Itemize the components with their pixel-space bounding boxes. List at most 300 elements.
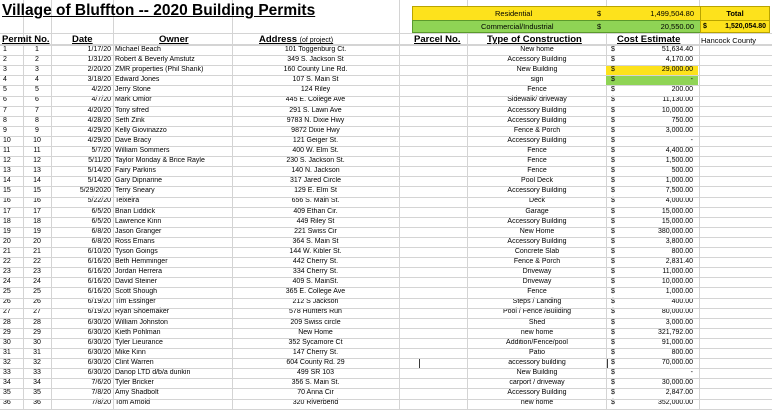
address-cell[interactable]: 400 W. Elm St. [292, 146, 339, 154]
cost-cell[interactable]: - [690, 369, 693, 376]
dollar-sign-cell[interactable]: $ [611, 76, 615, 84]
date-cell[interactable]: 5/11/20 [88, 157, 111, 165]
table-row[interactable] [0, 388, 700, 398]
address-cell[interactable]: 209 Swiss circle [290, 318, 341, 326]
date-cell[interactable]: 6/10/20 [87, 247, 111, 255]
row-number-cell[interactable]: 24 [33, 278, 41, 286]
cost-cell[interactable]: 10,000.00 [661, 278, 693, 286]
permit-no-cell[interactable]: 34 [3, 379, 11, 387]
table-row[interactable] [0, 328, 700, 338]
dollar-sign-cell[interactable]: $ [611, 86, 615, 94]
cost-cell[interactable]: 800.00 [671, 348, 693, 356]
dollar-sign-cell[interactable]: $ [611, 328, 615, 336]
type-cell[interactable]: Addition/Fence/pool [506, 338, 568, 346]
permit-no-cell[interactable]: 26 [3, 298, 11, 306]
type-cell[interactable]: new home [520, 328, 554, 336]
table-row[interactable] [0, 186, 700, 196]
type-cell[interactable]: Steps / Landing [512, 298, 562, 306]
address-cell[interactable]: 9783 N. Dixie Hwy [286, 116, 345, 124]
address-cell[interactable]: 291 S. Lawn Ave [289, 106, 342, 114]
date-cell[interactable]: 6/8/20 [91, 237, 111, 245]
cost-cell[interactable]: 11,000.00 [662, 268, 693, 276]
address-cell[interactable]: 578 Hunters Run [289, 308, 342, 316]
table-row[interactable] [0, 277, 700, 287]
address-cell[interactable]: 124 Riley [300, 86, 331, 94]
dollar-sign-cell[interactable]: $ [611, 278, 615, 286]
date-cell[interactable]: 4/20/20 [87, 106, 111, 114]
owner-cell[interactable]: William Sommers [115, 146, 170, 154]
row-number-cell[interactable]: 35 [33, 389, 41, 397]
permit-no-cell[interactable]: 20 [3, 237, 11, 245]
permit-no-cell[interactable]: 8 [3, 116, 7, 124]
date-cell[interactable]: 6/16/20 [87, 268, 111, 276]
permit-no-cell[interactable]: 14 [3, 177, 11, 185]
dollar-sign-cell[interactable]: $ [611, 318, 615, 326]
permit-no-cell[interactable]: 18 [3, 217, 11, 225]
date-cell[interactable]: 6/16/20 [87, 257, 111, 265]
type-cell[interactable]: Accessory Building [507, 116, 567, 124]
address-cell[interactable]: 221 Swiss Cir [294, 227, 337, 235]
owner-cell[interactable]: Lawrence Kinn [115, 217, 162, 225]
row-number-cell[interactable]: 28 [33, 318, 41, 326]
table-row[interactable] [0, 217, 700, 227]
cost-cell[interactable]: 3,800.00 [665, 237, 693, 245]
header-address[interactable] [259, 34, 333, 45]
dollar-sign-cell[interactable]: $ [611, 157, 615, 165]
permit-no-cell[interactable]: 6 [3, 96, 7, 104]
address-cell[interactable]: 212 S Jackson [292, 298, 339, 306]
owner-cell[interactable]: Michael Beach [115, 46, 161, 53]
type-cell[interactable]: Accessory Building [507, 389, 567, 397]
permit-no-cell[interactable]: 9 [3, 126, 7, 134]
type-cell[interactable]: Sidewalk/ driveway [507, 96, 567, 104]
permit-no-cell[interactable]: 1 [3, 46, 7, 53]
cost-cell[interactable]: 70,000.00 [661, 358, 693, 366]
dollar-sign-cell[interactable]: $ [611, 66, 615, 74]
owner-cell[interactable]: Mike Kinn [115, 348, 146, 356]
permit-no-cell[interactable]: 27 [3, 308, 11, 316]
cost-cell[interactable]: 200.00 [671, 86, 693, 94]
address-cell[interactable]: 445 E. College Ave [285, 96, 346, 104]
residential-summary[interactable] [412, 6, 701, 21]
type-cell[interactable]: carport / driveway [509, 379, 565, 387]
row-number-cell[interactable]: 4 [35, 76, 39, 84]
table-row[interactable] [0, 196, 700, 206]
row-number-cell[interactable]: 10 [33, 136, 41, 144]
type-cell[interactable]: Pool / Fence /Building [502, 308, 572, 316]
table-row[interactable] [0, 247, 700, 257]
permit-no-cell[interactable]: 13 [3, 167, 11, 175]
cost-cell[interactable]: 15,000.00 [661, 207, 693, 215]
permit-no-cell[interactable]: 17 [3, 207, 11, 215]
date-cell[interactable]: 6/16/20 [87, 288, 111, 296]
type-cell[interactable]: New home [520, 46, 554, 53]
type-cell[interactable]: New Building [516, 369, 558, 376]
date-cell[interactable]: 7/8/20 [91, 389, 111, 397]
type-cell[interactable]: Fence [527, 288, 547, 296]
table-row[interactable] [0, 318, 700, 328]
date-cell[interactable]: 4/7/20 [91, 96, 111, 104]
cost-cell[interactable]: 2,831.40 [665, 257, 693, 265]
row-number-cell[interactable]: 34 [33, 379, 41, 387]
dollar-sign-cell[interactable]: $ [611, 369, 615, 376]
address-cell[interactable]: 365 E. College Ave [285, 288, 346, 296]
address-cell[interactable]: 334 Cherry St. [292, 268, 339, 276]
permit-no-cell[interactable]: 32 [3, 358, 11, 366]
address-cell[interactable]: 160 County Line Rd. [283, 66, 348, 74]
owner-cell[interactable]: Ross Emans [115, 237, 155, 245]
permit-no-cell[interactable]: 3 [3, 66, 7, 74]
address-cell[interactable]: 317 Jared Circle [290, 177, 341, 185]
dollar-sign-cell[interactable]: $ [611, 338, 615, 346]
table-row[interactable] [0, 176, 700, 186]
row-number-cell[interactable]: 25 [33, 288, 41, 296]
row-number-cell[interactable]: 31 [33, 348, 41, 356]
row-number-cell[interactable]: 17 [33, 207, 41, 215]
owner-cell[interactable]: Clint Warren [115, 358, 154, 366]
table-row[interactable] [0, 358, 700, 368]
address-cell[interactable]: 356 S. Main St. [291, 379, 340, 387]
dollar-sign-cell[interactable]: $ [611, 389, 615, 397]
address-cell[interactable]: 230 S. Jackson St. [286, 157, 345, 165]
table-row[interactable] [0, 136, 700, 146]
cost-cell[interactable]: 2,847.00 [665, 389, 693, 397]
dollar-sign-cell[interactable]: $ [611, 126, 615, 134]
type-cell[interactable]: Accessory Building [507, 136, 567, 144]
type-cell[interactable]: Accessory Building [507, 217, 567, 225]
cost-cell[interactable]: 321,792.00 [657, 328, 693, 336]
dollar-sign-cell[interactable]: $ [611, 106, 615, 114]
row-number-cell[interactable]: 23 [33, 268, 41, 276]
permit-no-cell[interactable]: 2 [3, 56, 7, 64]
row-number-cell[interactable]: 22 [33, 257, 41, 265]
owner-cell[interactable]: Teixeira [115, 197, 140, 205]
date-cell[interactable]: 6/19/20 [87, 298, 111, 306]
table-row[interactable] [0, 85, 700, 95]
owner-cell[interactable]: Amy Shadbolt [115, 389, 159, 397]
owner-cell[interactable]: David Steiner [115, 278, 158, 286]
table-row[interactable] [0, 156, 700, 166]
row-number-cell[interactable]: 9 [35, 126, 39, 134]
permit-no-cell[interactable]: 36 [3, 399, 11, 407]
owner-cell[interactable]: Kelly Giovinazzo [115, 126, 167, 134]
owner-cell[interactable]: Mark Omlor [115, 96, 152, 104]
row-number-cell[interactable]: 2 [35, 56, 39, 64]
owner-cell[interactable]: Kieth Pohlman [115, 328, 161, 336]
date-cell[interactable]: 6/5/20 [91, 207, 111, 215]
dollar-sign-cell[interactable]: $ [611, 146, 615, 154]
owner-cell[interactable]: Scott Shough [115, 288, 158, 296]
address-cell[interactable]: 364 S. Main St [292, 237, 339, 245]
type-cell[interactable]: Accessory Building [507, 56, 567, 64]
row-number-cell[interactable]: 26 [33, 298, 41, 306]
total-header[interactable]: Total [700, 6, 770, 21]
cost-cell[interactable]: 80,000.00 [661, 308, 693, 316]
owner-cell[interactable]: William Johnston [115, 318, 168, 326]
dollar-sign-cell[interactable]: $ [611, 187, 615, 195]
type-cell[interactable]: Accessory Building [507, 187, 567, 195]
type-cell[interactable]: accessory building [508, 358, 566, 366]
owner-cell[interactable]: Brian Liddick [115, 207, 156, 215]
type-cell[interactable]: Deck [529, 197, 545, 205]
owner-cell[interactable]: Gary Dipnarine [115, 177, 163, 185]
type-cell[interactable]: Fence & Porch [513, 126, 561, 134]
type-cell[interactable]: Fence [527, 86, 547, 94]
date-cell[interactable]: 4/29/20 [87, 136, 111, 144]
owner-cell[interactable]: Tyler Lieurance [115, 338, 163, 346]
address-cell[interactable]: 352 Sycamore Ct [288, 338, 343, 346]
table-row[interactable] [0, 348, 700, 358]
cost-cell[interactable]: 29,000.00 [661, 66, 693, 74]
date-cell[interactable]: 5/7/20 [91, 146, 111, 154]
permit-no-cell[interactable]: 7 [3, 106, 7, 114]
address-cell[interactable]: 144 W. Kibler St. [289, 247, 342, 255]
cost-cell[interactable]: - [690, 136, 693, 144]
table-row[interactable] [0, 338, 700, 348]
table-row[interactable] [0, 237, 700, 247]
row-number-cell[interactable]: 8 [35, 116, 39, 124]
address-cell[interactable]: 107 S. Main St [292, 76, 339, 84]
dollar-sign-cell[interactable]: $ [611, 116, 615, 124]
row-number-cell[interactable]: 11 [33, 146, 41, 154]
table-row[interactable] [0, 207, 700, 217]
permit-no-cell[interactable]: 28 [3, 318, 11, 326]
table-row[interactable] [0, 106, 700, 116]
date-cell[interactable]: 6/8/20 [91, 227, 111, 235]
type-cell[interactable]: Fence [527, 157, 547, 165]
cost-cell[interactable]: 51,634.40 [661, 46, 693, 53]
cost-cell[interactable]: 500.00 [671, 167, 693, 175]
dollar-sign-cell[interactable]: $ [611, 399, 615, 407]
table-row[interactable] [0, 257, 700, 267]
dollar-sign-cell[interactable]: $ [611, 136, 615, 144]
row-number-cell[interactable]: 19 [33, 227, 41, 235]
table-row[interactable] [0, 95, 700, 105]
owner-cell[interactable]: Fairy Parkins [115, 167, 156, 175]
type-cell[interactable]: Driveway [522, 278, 552, 286]
dollar-sign-cell[interactable]: $ [611, 379, 615, 387]
dollar-sign-cell[interactable]: $ [611, 46, 615, 53]
permit-no-cell[interactable]: 16 [3, 197, 11, 205]
permit-no-cell[interactable]: 29 [3, 328, 11, 336]
permit-no-cell[interactable]: 25 [3, 288, 11, 296]
address-cell[interactable]: 9872 Dixie Hwy [291, 126, 340, 134]
address-cell[interactable]: 121 Geiger St. [292, 136, 339, 144]
dollar-sign-cell[interactable]: $ [611, 348, 615, 356]
address-cell[interactable]: 147 Cherry St. [292, 348, 339, 356]
date-cell[interactable]: 6/30/20 [87, 328, 111, 336]
date-cell[interactable]: 7/6/20 [91, 379, 111, 387]
total-cell[interactable] [700, 20, 770, 33]
dollar-sign-cell[interactable]: $ [611, 237, 615, 245]
cost-cell[interactable]: - [690, 76, 693, 84]
address-cell[interactable]: 101 Toggenburg Ct. [284, 46, 347, 53]
date-cell[interactable]: 6/30/20 [87, 369, 111, 376]
row-number-cell[interactable]: 15 [33, 187, 41, 195]
date-cell[interactable]: 7/8/20 [91, 399, 111, 407]
address-cell[interactable]: 140 N. Jackson [291, 167, 340, 175]
date-cell[interactable]: 5/14/20 [87, 177, 111, 185]
permit-no-cell[interactable]: 33 [3, 369, 11, 376]
cost-cell[interactable]: 400.00 [671, 298, 693, 306]
owner-cell[interactable]: Tyler Bricker [115, 379, 154, 387]
type-cell[interactable]: Driveway [522, 268, 552, 276]
address-cell[interactable]: 656 S. Main St. [291, 197, 340, 205]
address-cell[interactable]: New Home [298, 328, 333, 336]
table-row[interactable] [0, 166, 700, 176]
date-cell[interactable]: 1/17/20 [87, 46, 111, 53]
date-cell[interactable]: 5/14/20 [87, 167, 111, 175]
dollar-sign-cell[interactable]: $ [611, 167, 615, 175]
owner-cell[interactable]: Danop LTD d/b/a dunkin [115, 369, 191, 376]
cost-cell[interactable]: 800.00 [671, 247, 693, 255]
permit-no-cell[interactable]: 31 [3, 348, 11, 356]
date-cell[interactable]: 3/18/20 [87, 76, 111, 84]
owner-cell[interactable]: Beth Hemminger [115, 257, 168, 265]
permit-no-cell[interactable]: 21 [3, 247, 11, 255]
date-cell[interactable]: 5/29/2020 [79, 187, 111, 195]
dollar-sign-cell[interactable]: $ [611, 217, 615, 225]
address-cell[interactable]: 409 Ethan Cir. [293, 207, 338, 215]
row-number-cell[interactable]: 6 [35, 96, 39, 104]
permit-no-cell[interactable]: 4 [3, 76, 7, 84]
table-row[interactable] [0, 146, 700, 156]
row-number-cell[interactable]: 21 [33, 247, 41, 255]
type-cell[interactable]: Fence [527, 146, 547, 154]
date-cell[interactable]: 6/19/20 [87, 308, 111, 316]
cost-cell[interactable]: 380,000.00 [657, 227, 693, 235]
row-number-cell[interactable]: 32 [33, 358, 41, 366]
dollar-sign-cell[interactable]: $ [611, 177, 615, 185]
owner-cell[interactable]: Jerry Stone [115, 86, 151, 94]
date-cell[interactable]: 5/22/20 [87, 197, 111, 205]
cost-cell[interactable]: 15,000.00 [661, 217, 693, 225]
cost-cell[interactable]: 91,000.00 [661, 338, 693, 346]
table-row[interactable] [0, 75, 700, 85]
permit-no-cell[interactable]: 11 [3, 146, 11, 154]
permit-no-cell[interactable]: 10 [3, 136, 11, 144]
table-row[interactable] [0, 378, 700, 388]
row-number-cell[interactable]: 13 [33, 167, 41, 175]
table-row[interactable] [0, 55, 700, 65]
date-cell[interactable]: 6/30/20 [87, 358, 111, 366]
commercial-summary[interactable] [412, 20, 701, 33]
dollar-sign-cell[interactable]: $ [611, 358, 615, 366]
table-row[interactable] [0, 368, 700, 378]
cost-cell[interactable]: 10,000.00 [661, 106, 693, 114]
table-row[interactable] [0, 65, 700, 75]
table-row[interactable] [0, 45, 700, 55]
address-cell[interactable]: 129 E. Elm St [294, 187, 337, 195]
owner-cell[interactable]: Tyson Goings [115, 247, 158, 255]
date-cell[interactable]: 6/30/20 [87, 318, 111, 326]
dollar-sign-cell[interactable]: $ [611, 288, 615, 296]
dollar-sign-cell[interactable]: $ [611, 298, 615, 306]
address-cell[interactable]: 409 S. MainSt. [292, 278, 339, 286]
table-row[interactable] [0, 126, 700, 136]
owner-cell[interactable]: ZMR properties (Phil Shank) [115, 66, 204, 74]
type-cell[interactable]: Pool Deck [521, 177, 553, 185]
table-row[interactable] [0, 287, 700, 297]
owner-cell[interactable]: Jordan Herrera [115, 268, 163, 276]
cost-cell[interactable]: 30,000.00 [661, 379, 693, 387]
row-number-cell[interactable]: 1 [35, 46, 39, 53]
type-cell[interactable]: Garage [525, 207, 549, 215]
header-type[interactable]: Type of Construction [487, 34, 582, 45]
date-cell[interactable]: 1/31/20 [87, 56, 111, 64]
address-cell[interactable]: 442 Cherry St. [292, 257, 339, 265]
cost-cell[interactable]: 11,130.00 [662, 96, 693, 104]
dollar-sign-cell[interactable]: $ [611, 207, 615, 215]
type-cell[interactable]: Concrete Slab [514, 247, 560, 255]
dollar-sign-cell[interactable]: $ [611, 96, 615, 104]
type-cell[interactable]: new home [520, 399, 554, 407]
table-row[interactable] [0, 297, 700, 307]
row-number-cell[interactable]: 12 [33, 157, 41, 165]
permit-no-cell[interactable]: 19 [3, 227, 11, 235]
type-cell[interactable]: sign [530, 76, 544, 84]
header-parcel-no[interactable]: Parcel No. [414, 34, 461, 45]
dollar-sign-cell[interactable]: $ [611, 227, 615, 235]
row-number-cell[interactable]: 20 [33, 237, 41, 245]
table-row[interactable] [0, 116, 700, 126]
cost-cell[interactable]: 4,400.00 [665, 146, 693, 154]
owner-cell[interactable]: Jason Granger [115, 227, 162, 235]
owner-cell[interactable]: Ryan Shoemaker [115, 308, 170, 316]
permit-no-cell[interactable]: 35 [3, 389, 11, 397]
cost-cell[interactable]: 1,000.00 [665, 177, 693, 185]
cost-cell[interactable]: 750.00 [671, 116, 693, 124]
permit-no-cell[interactable]: 24 [3, 278, 11, 286]
row-number-cell[interactable]: 29 [33, 328, 41, 336]
permit-no-cell[interactable]: 30 [3, 338, 11, 346]
permit-no-cell[interactable]: 15 [3, 187, 11, 195]
owner-cell[interactable]: Robert & Beverly Amstutz [115, 56, 195, 64]
owner-cell[interactable]: Edward Jones [115, 76, 160, 84]
type-cell[interactable]: Shed [528, 318, 546, 326]
date-cell[interactable]: 6/30/20 [87, 348, 111, 356]
type-cell[interactable]: New Building [516, 66, 558, 74]
date-cell[interactable]: 4/29/20 [87, 126, 111, 134]
row-number-cell[interactable]: 16 [33, 197, 41, 205]
type-cell[interactable]: Accessory Building [507, 106, 567, 114]
owner-cell[interactable]: Terry Sneary [115, 187, 155, 195]
owner-cell[interactable]: Dave Bracy [115, 136, 152, 144]
type-cell[interactable]: Fence & Porch [513, 257, 561, 265]
date-cell[interactable]: 6/5/20 [91, 217, 111, 225]
dollar-sign-cell[interactable]: $ [611, 197, 615, 205]
type-cell[interactable]: New Home [519, 227, 555, 235]
dollar-sign-cell[interactable]: $ [611, 268, 615, 276]
header-permit-no[interactable]: Permit No. [2, 34, 50, 45]
table-row[interactable] [0, 398, 700, 408]
permit-no-cell[interactable]: 22 [3, 257, 11, 265]
owner-cell[interactable]: Tom Arnold [115, 399, 151, 407]
table-row[interactable] [0, 267, 700, 277]
row-number-cell[interactable]: 33 [33, 369, 41, 376]
address-cell[interactable]: 70 Anna Cir [297, 389, 334, 397]
address-cell[interactable]: 349 S. Jackson St [287, 56, 344, 64]
address-cell[interactable]: 499 SR 103 [297, 369, 334, 376]
cost-cell[interactable]: 4,000.00 [665, 197, 693, 205]
cost-cell[interactable]: 1,500.00 [665, 157, 693, 165]
date-cell[interactable]: 4/28/20 [87, 116, 111, 124]
cost-cell[interactable]: 1,000.00 [665, 288, 693, 296]
date-cell[interactable]: 4/2/20 [91, 86, 111, 94]
cost-cell[interactable]: 3,000.00 [665, 318, 693, 326]
type-cell[interactable]: Fence [527, 167, 547, 175]
row-number-cell[interactable]: 18 [33, 217, 41, 225]
